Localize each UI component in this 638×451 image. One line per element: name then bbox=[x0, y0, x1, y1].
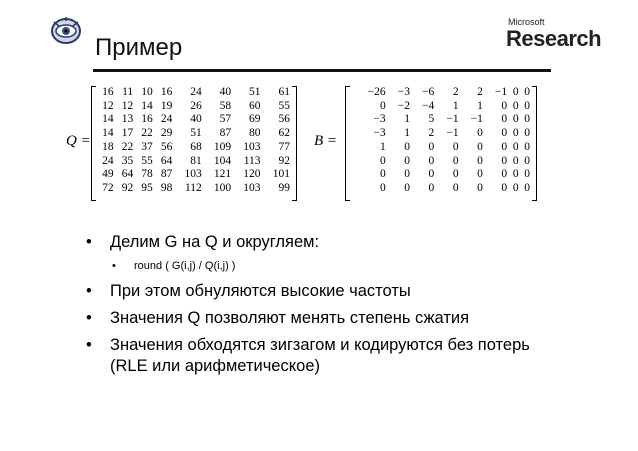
b-matrix-cell: 0 bbox=[379, 181, 386, 194]
q-matrix-cell: 78 bbox=[141, 168, 153, 181]
q-matrix-cell: 121 bbox=[213, 168, 232, 181]
page-title: Пример bbox=[95, 34, 183, 61]
b-matrix-cell: 0 bbox=[428, 181, 435, 194]
b-matrix-cell: 0 bbox=[501, 113, 508, 126]
q-matrix-cell: 72 bbox=[102, 181, 114, 194]
b-matrix-cell: 0 bbox=[501, 140, 508, 153]
b-matrix-cell: 1 bbox=[477, 99, 483, 112]
b-matrix-cell: 0 bbox=[524, 86, 530, 98]
q-matrix-cell: 55 bbox=[278, 99, 290, 112]
b-matrix-cell: −26 bbox=[367, 86, 386, 98]
q-matrix-row bbox=[94, 182, 290, 196]
b-matrix-cell: 2 bbox=[452, 86, 459, 98]
b-matrix-cell: 0 bbox=[379, 154, 386, 167]
b-matrix-cell: 0 bbox=[428, 154, 435, 167]
b-matrix-cell: 0 bbox=[428, 140, 435, 153]
q-matrix-cell: 16 bbox=[141, 113, 153, 126]
b-matrix-cell: 0 bbox=[501, 181, 508, 194]
b-matrix-row bbox=[350, 182, 530, 196]
q-matrix-cell: 55 bbox=[141, 154, 153, 167]
b-matrix-row bbox=[350, 141, 530, 155]
q-matrix-cell: 103 bbox=[184, 168, 202, 181]
b-matrix-row bbox=[350, 100, 530, 114]
q-matrix-row bbox=[94, 127, 290, 141]
microsoft-research-logo bbox=[506, 18, 601, 51]
b-matrix-cell: 0 bbox=[477, 181, 483, 194]
q-matrix-cell: 13 bbox=[121, 113, 134, 126]
b-matrix-cell: 0 bbox=[404, 140, 410, 153]
q-matrix-cell: 104 bbox=[213, 154, 232, 167]
q-matrix-cell: 87 bbox=[219, 127, 232, 140]
b-matrix-cell: −4 bbox=[422, 99, 435, 112]
q-matrix-cell: 12 bbox=[121, 99, 134, 112]
q-matrix-cell: 51 bbox=[249, 86, 261, 98]
q-matrix-row bbox=[94, 168, 290, 182]
q-matrix-cell: 61 bbox=[278, 86, 290, 98]
b-matrix-cell: 0 bbox=[379, 168, 386, 181]
logo-big-text: Research bbox=[506, 26, 602, 51]
q-matrix-cell: 22 bbox=[141, 127, 153, 140]
q-matrix-cell: 24 bbox=[160, 113, 173, 126]
b-matrix-cell: −3 bbox=[373, 113, 386, 126]
q-matrix-cell: 26 bbox=[190, 99, 202, 112]
bullet-divide: • Делим G на Q и округляем: bbox=[86, 232, 556, 253]
b-matrix-cell: 0 bbox=[477, 140, 483, 153]
bullet-zigzag: • Значения обходятся зигзагом и кодируются без потерь (RLE или арифметическое) bbox=[86, 335, 556, 377]
q-matrix-cell: 101 bbox=[272, 168, 290, 181]
b-matrix-cell: 2 bbox=[428, 127, 435, 140]
b-matrix-cell: 0 bbox=[512, 127, 519, 140]
bullet-round-formula: • round ( G(i,j) / Q(i,j) ) bbox=[86, 259, 556, 273]
b-matrix-cell: 0 bbox=[512, 113, 519, 126]
b-matrix-cell: 0 bbox=[477, 154, 483, 167]
q-matrix-cell: 49 bbox=[102, 168, 114, 181]
q-matrix-label: Q = bbox=[66, 133, 91, 149]
q-matrix-cell: 103 bbox=[243, 181, 261, 194]
q-matrix-cell: 12 bbox=[102, 99, 114, 112]
q-matrix-cell: 16 bbox=[160, 86, 173, 98]
q-matrix-cell: 64 bbox=[121, 168, 134, 181]
q-matrix-cell: 56 bbox=[278, 113, 290, 126]
q-matrix-cell: 103 bbox=[243, 140, 261, 153]
b-matrix-cell: 0 bbox=[428, 168, 435, 181]
q-matrix-cell: 99 bbox=[278, 181, 290, 194]
q-matrix-cell: 92 bbox=[278, 154, 290, 167]
b-matrix-cell: 0 bbox=[404, 181, 410, 194]
q-matrix-cell: 18 bbox=[102, 140, 114, 153]
b-matrix-cell: 0 bbox=[524, 181, 530, 194]
b-matrix-cell: 0 bbox=[404, 168, 410, 181]
q-matrix-cell: 58 bbox=[219, 99, 232, 112]
b-matrix-cell: 0 bbox=[501, 168, 508, 181]
b-matrix-cell: 0 bbox=[452, 168, 459, 181]
title-divider bbox=[93, 69, 551, 72]
q-matrix-row bbox=[94, 100, 290, 114]
q-matrix-cell: 68 bbox=[190, 140, 202, 153]
q-matrix-cell: 14 bbox=[102, 127, 114, 140]
q-matrix-cell: 95 bbox=[141, 181, 153, 194]
q-matrix-cell: 29 bbox=[160, 127, 173, 140]
q-matrix-cell: 98 bbox=[160, 181, 173, 194]
q-matrix-cell: 69 bbox=[249, 113, 261, 126]
q-matrix-cell: 77 bbox=[278, 140, 290, 153]
q-matrix-cell: 81 bbox=[190, 154, 202, 167]
b-matrix-cell: 1 bbox=[404, 127, 410, 140]
b-matrix-row bbox=[350, 113, 530, 127]
b-matrix-cell: 0 bbox=[524, 168, 530, 181]
q-matrix-cell: 14 bbox=[102, 113, 114, 126]
bullet-high-freq: • При этом обнуляются высокие частоты bbox=[86, 281, 556, 302]
q-matrix-row bbox=[94, 86, 290, 100]
q-matrix-cell: 11 bbox=[122, 86, 134, 98]
b-matrix-cell: −1 bbox=[446, 127, 459, 140]
q-matrix-cell: 100 bbox=[213, 181, 232, 194]
q-matrix-cell: 22 bbox=[121, 140, 134, 153]
b-matrix-label: B = bbox=[314, 133, 338, 149]
q-matrix-cell: 14 bbox=[141, 99, 153, 112]
q-matrix-cell: 17 bbox=[121, 127, 134, 140]
b-matrix-cell: −3 bbox=[373, 127, 386, 140]
b-matrix-cell: 0 bbox=[512, 181, 519, 194]
b-matrix-cell: 0 bbox=[477, 127, 483, 140]
b-matrix-cell: 0 bbox=[512, 99, 519, 112]
q-matrix-cell: 57 bbox=[219, 113, 232, 126]
b-matrix bbox=[350, 86, 530, 196]
b-matrix-cell: 0 bbox=[524, 113, 530, 126]
q-matrix-cell: 51 bbox=[190, 127, 202, 140]
b-matrix-cell: 0 bbox=[501, 154, 508, 167]
q-matrix-cell: 16 bbox=[102, 86, 114, 98]
b-right-bracket bbox=[532, 86, 537, 201]
logo-small-text: Microsoft bbox=[508, 17, 545, 27]
b-matrix-cell: 0 bbox=[512, 140, 519, 153]
q-matrix-cell: 60 bbox=[249, 99, 261, 112]
b-matrix-cell: 0 bbox=[512, 86, 519, 98]
q-matrix-cell: 40 bbox=[219, 86, 232, 98]
b-matrix-cell: −1 bbox=[494, 86, 508, 98]
bullet-q-compression: • Значения Q позволяют менять степень сжатия bbox=[86, 308, 556, 329]
q-matrix bbox=[94, 86, 290, 196]
q-matrix-cell: 80 bbox=[249, 127, 261, 140]
b-matrix-cell: 0 bbox=[524, 127, 530, 140]
b-matrix-cell: 0 bbox=[524, 154, 530, 167]
q-matrix-cell: 24 bbox=[102, 154, 114, 167]
q-matrix-cell: 87 bbox=[160, 168, 173, 181]
q-matrix-cell: 64 bbox=[160, 154, 173, 167]
b-matrix-cell: −6 bbox=[422, 86, 435, 98]
b-matrix-cell: 0 bbox=[404, 154, 410, 167]
q-matrix-row bbox=[94, 113, 290, 127]
b-matrix-cell: 0 bbox=[524, 140, 530, 153]
b-matrix-cell: 1 bbox=[452, 99, 459, 112]
q-right-bracket bbox=[292, 86, 297, 201]
b-matrix-row bbox=[350, 155, 530, 169]
b-matrix-cell: −2 bbox=[397, 99, 410, 112]
q-matrix-cell: 37 bbox=[141, 140, 153, 153]
b-matrix-cell: 0 bbox=[477, 168, 483, 181]
eye-logo-icon bbox=[50, 16, 82, 46]
b-matrix-row bbox=[350, 127, 530, 141]
b-matrix-cell: 1 bbox=[404, 113, 410, 126]
b-matrix-cell: 0 bbox=[524, 99, 530, 112]
b-matrix-cell: 1 bbox=[379, 140, 386, 153]
b-matrix-cell: 2 bbox=[477, 86, 483, 98]
q-matrix-cell: 109 bbox=[213, 140, 232, 153]
q-matrix-cell: 92 bbox=[121, 181, 134, 194]
q-matrix-cell: 24 bbox=[190, 86, 202, 98]
b-matrix-cell: −1 bbox=[470, 113, 483, 126]
b-matrix-cell: −3 bbox=[397, 86, 410, 98]
b-matrix-cell: 0 bbox=[512, 168, 519, 181]
b-matrix-cell: 0 bbox=[452, 154, 459, 167]
b-matrix-row bbox=[350, 86, 530, 100]
q-matrix-cell: 120 bbox=[243, 168, 261, 181]
b-matrix-cell: −1 bbox=[446, 113, 459, 126]
q-matrix-cell: 40 bbox=[190, 113, 202, 126]
q-matrix-cell: 10 bbox=[141, 86, 153, 98]
q-matrix-cell: 19 bbox=[160, 99, 173, 112]
b-matrix-cell: 0 bbox=[512, 154, 519, 167]
b-matrix-cell: 0 bbox=[452, 181, 459, 194]
b-matrix-cell: 5 bbox=[428, 113, 435, 126]
q-matrix-row bbox=[94, 141, 290, 155]
b-matrix-row bbox=[350, 168, 530, 182]
q-matrix-cell: 62 bbox=[278, 127, 290, 140]
b-matrix-cell: 0 bbox=[379, 99, 386, 112]
b-matrix-cell: 0 bbox=[452, 140, 459, 153]
q-matrix-cell: 112 bbox=[184, 181, 202, 194]
q-matrix-row bbox=[94, 155, 290, 169]
b-matrix-cell: 0 bbox=[501, 127, 508, 140]
q-matrix-cell: 113 bbox=[243, 154, 261, 167]
b-matrix-cell: 0 bbox=[501, 99, 508, 112]
bullet-list bbox=[86, 232, 556, 383]
q-matrix-cell: 35 bbox=[121, 154, 134, 167]
q-matrix-cell: 56 bbox=[160, 140, 173, 153]
